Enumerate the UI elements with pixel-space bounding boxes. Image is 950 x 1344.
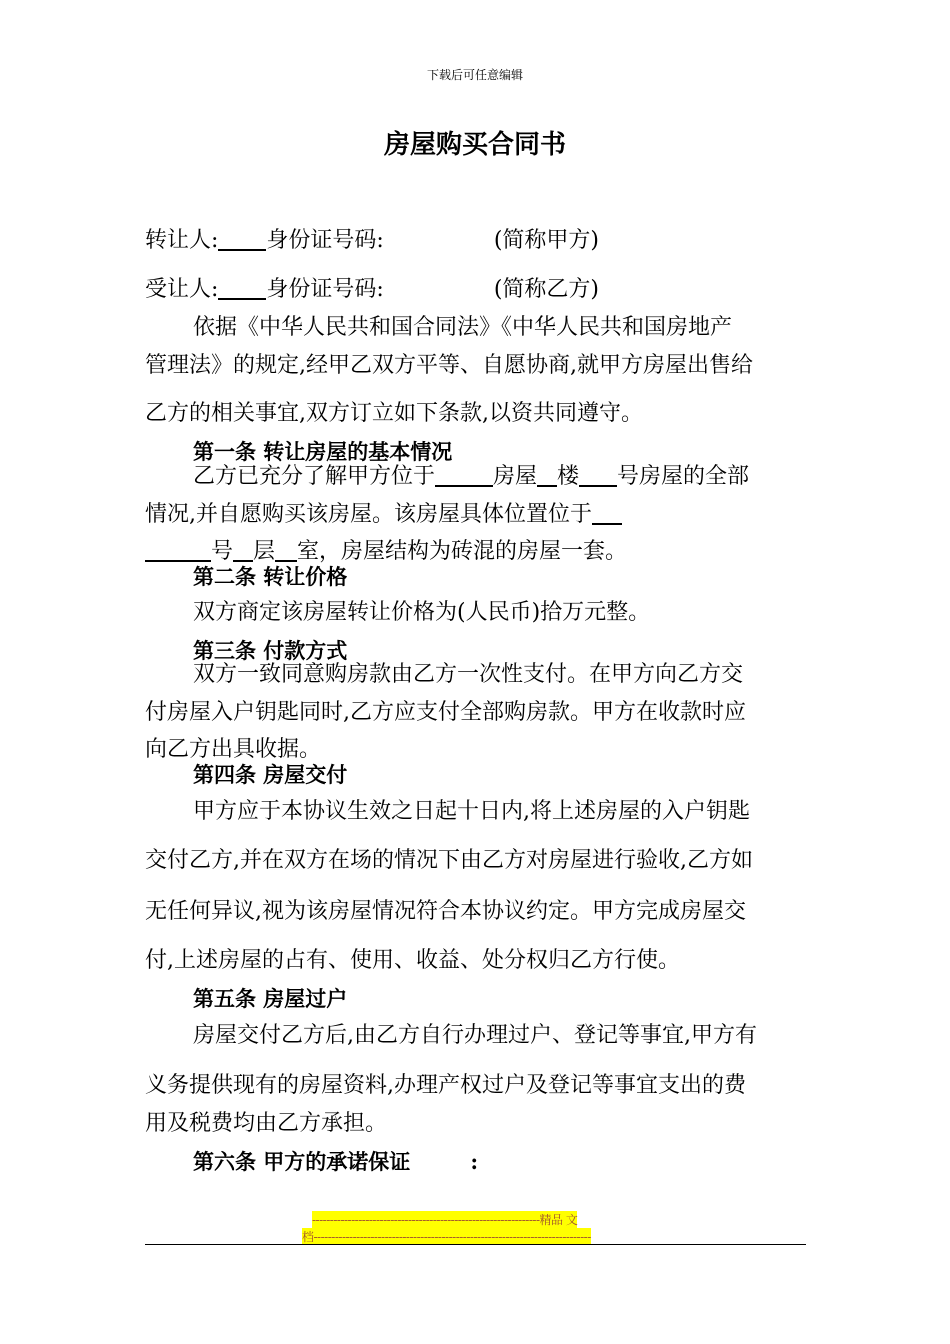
article-4-line-4: 付,上述房屋的占有、使用、收益、处分权归乙方行使。 (145, 948, 680, 973)
article-4-heading: 第四条 房屋交付 (193, 762, 348, 787)
article-5-line-1: 房屋交付乙方后,由乙方自行办理过户、登记等事宜,甲方有 (193, 1023, 757, 1048)
article-3-line-3: 向乙方出具收据。 (145, 737, 322, 762)
article-5-line-3: 用及税费均由乙方承担。 (145, 1111, 388, 1136)
intro-line-1: 依据《中华人民共和国合同法》《中华人民共和国房地产 (193, 315, 733, 340)
intro-line-3: 乙方的相关事宜,双方订立如下条款,以资共同遵守。 (145, 401, 643, 426)
building-blank[interactable] (537, 463, 557, 487)
article-1-line-1: 乙方已充分了解甲方位于 房屋 楼 号房屋的全部 (193, 464, 750, 489)
address-blank-1[interactable] (592, 501, 622, 525)
article-1-heading: 第一条 转让房屋的基本情况 (193, 439, 453, 464)
transferor-line (145, 226, 599, 256)
transferee-abbr: (简称乙方) (493, 277, 600, 302)
location-blank[interactable] (435, 463, 493, 487)
transferor-abbr: (简称甲方) (493, 228, 600, 253)
header-note: 下载后可任意编辑 (426, 68, 523, 82)
article-6-heading: 第六条 甲方的承诺保证 : (193, 1149, 479, 1174)
footer-watermark-line-1: ----------------------------------------------------------------精品 文 (312, 1213, 578, 1227)
transferor-name-blank[interactable] (218, 227, 266, 251)
transferee-label: 受让人: (145, 277, 219, 302)
transferor-id-label: 身份证号码: (266, 228, 384, 253)
article-4-line-2: 交付乙方,并在双方在场的情况下由乙方对房屋进行验收,乙方如 (145, 848, 753, 873)
transferee-line (145, 275, 599, 305)
address-blank-2[interactable] (145, 538, 211, 562)
unit-number-blank[interactable] (579, 463, 617, 487)
intro-line-2: 管理法》的规定,经甲乙双方平等、自愿协商,就甲方房屋出售给 (145, 353, 753, 378)
article-3-line-1: 双方一致同意购房款由乙方一次性支付。在甲方向乙方交 (193, 662, 744, 687)
article-4-line-3: 无任何异议,视为该房屋情况符合本协议约定。甲方完成房屋交 (145, 899, 746, 924)
footer-watermark-line-2: 档------------------------------------------------------------------------------ (302, 1230, 591, 1244)
transferor-label: 转让人: (145, 228, 219, 253)
document-title: 房屋购买合同书 (383, 130, 566, 160)
article-5-line-2: 义务提供现有的房屋资料,办理产权过户及登记等事宜支出的费 (145, 1073, 746, 1098)
footer-rule (145, 1244, 806, 1245)
article-1-line-2: 情况,并自愿购买该房屋。该房屋具体位置位于 (145, 500, 622, 530)
article-2-line-1: 双方商定该房屋转让价格为(人民币)拾万元整。 (193, 600, 651, 625)
article-2-heading: 第二条 转让价格 (193, 564, 348, 589)
article-3-heading: 第三条 付款方式 (193, 638, 348, 663)
article-3-line-2: 付房屋入户钥匙同时,乙方应支付全部购房款。甲方在收款时应 (145, 700, 746, 725)
article-5-heading: 第五条 房屋过户 (193, 986, 348, 1011)
transferee-id-label: 身份证号码: (266, 277, 384, 302)
floor-blank[interactable] (233, 538, 253, 562)
article-1-line-3: 号 层 室，房屋结构为砖混的房屋一套。 (145, 537, 627, 567)
room-blank[interactable] (275, 538, 297, 562)
transferee-name-blank[interactable] (218, 276, 266, 300)
article-4-line-1: 甲方应于本协议生效之日起十日内,将上述房屋的入户钥匙 (193, 799, 750, 824)
